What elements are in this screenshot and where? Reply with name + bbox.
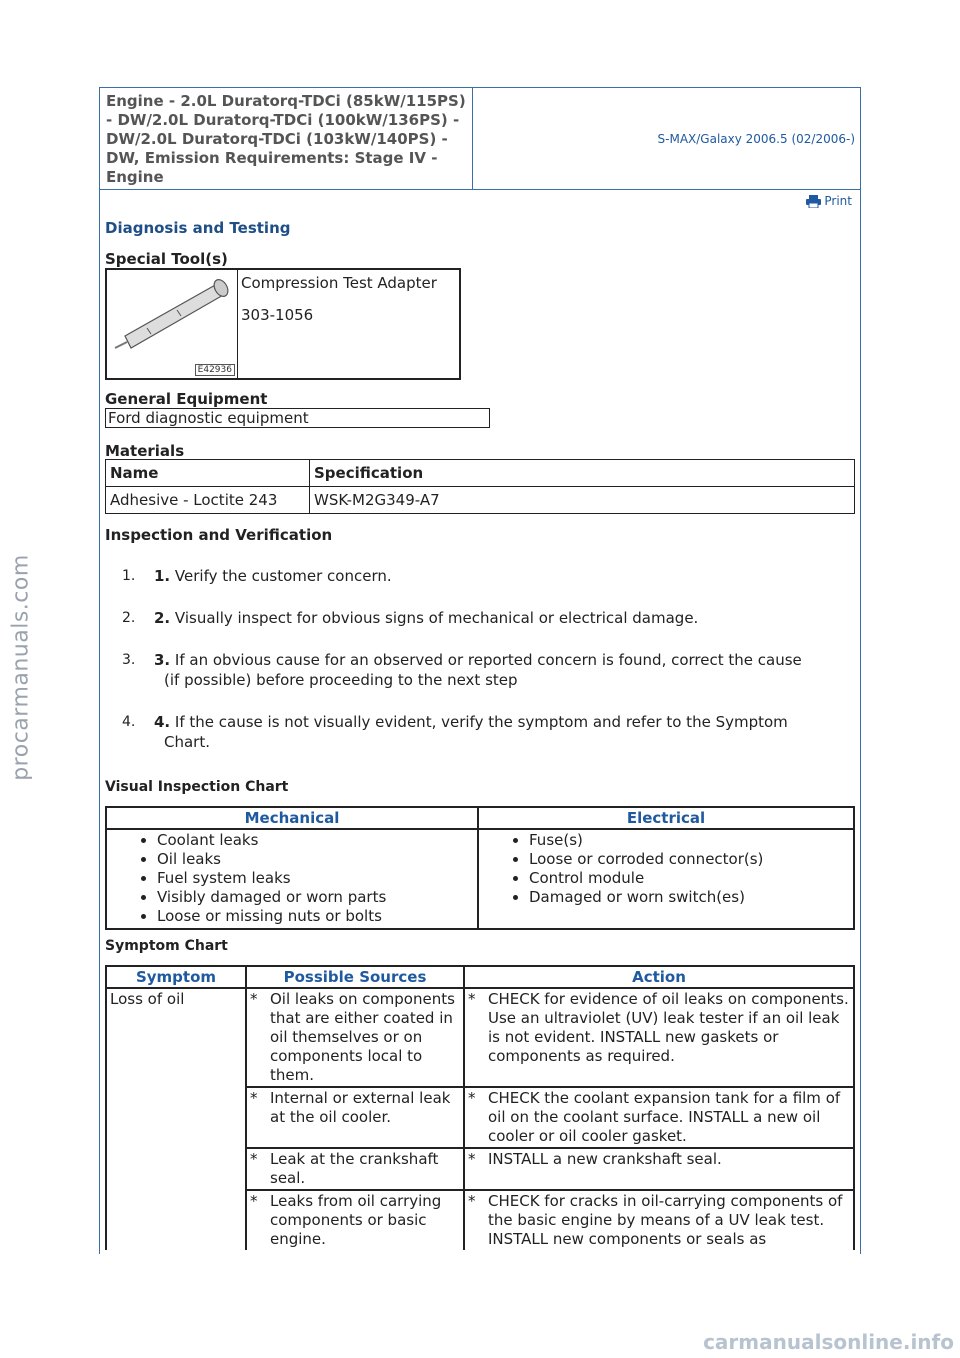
print-label: Print [824, 194, 852, 208]
equipment-item: Ford diagnostic equipment [105, 408, 490, 428]
manual-page [99, 87, 861, 1254]
mechanical-list: • Coolant leaks • Oil leaks • Fuel system leaks • Visibly damaged or worn parts • Loose or missing nuts or bolts [106, 829, 478, 929]
page-header [100, 88, 860, 190]
column-header: Symptom [106, 966, 246, 988]
tool-name: Compression Test Adapter [241, 274, 437, 292]
inspection-heading: Inspection and Verification [105, 526, 333, 544]
material-name: Adhesive - Loctite 243 [106, 487, 310, 514]
visual-inspection-table [105, 806, 855, 930]
table-row [106, 829, 854, 929]
action-cell: * INSTALL a new crankshaft seal. [464, 1148, 854, 1190]
action-cell: * CHECK for cracks in oil-carrying components of the basic engine by means of a UV leak test. INSTALL new components or seals as [464, 1190, 854, 1250]
column-header: Electrical [478, 807, 854, 829]
materials-heading: Materials [105, 442, 185, 460]
material-spec: WSK-M2G349-A7 [310, 487, 855, 514]
column-header: Specification [310, 460, 855, 487]
source-cell: * Internal or external leak at the oil cooler. [246, 1087, 464, 1148]
action-cell: * CHECK for evidence of oil leaks on components. Use an ultraviolet (UV) leak tester if an oil leak is not evident. INSTALL new gaskets or components as required. [464, 988, 854, 1087]
source-cell: * Leaks from oil carrying components or basic engine. [246, 1190, 464, 1250]
table-row [106, 487, 855, 514]
model-label: S-MAX/Galaxy 2006.5 (02/2006-) [657, 131, 855, 146]
bottom-watermark: carmanualsonline.info [703, 1330, 954, 1354]
table-row [106, 988, 854, 1087]
page-title: Diagnosis and Testing [105, 219, 291, 237]
source-cell: * Oil leaks on components that are either coated in oil themselves or on components local to them. [246, 988, 464, 1087]
symptom-chart-heading: Symptom Chart [105, 938, 228, 954]
action-cell: * CHECK the coolant expansion tank for a film of oil on the coolant surface. INSTALL a new oil cooler or oil cooler gasket. [464, 1087, 854, 1148]
engine-title: Engine - 2.0L Duratorq-TDCi (85kW/115PS) - DW/2.0L Duratorq-TDCi (100kW/136PS) - DW/2.0L Duratorq-TDCi (103kW/140PS) - DW, Emission Requirements: Stage IV - Engine [100, 88, 473, 189]
inspection-steps [122, 566, 857, 774]
materials-table [105, 459, 855, 514]
tool-image [107, 270, 238, 378]
list-item: 2. 2. Visually inspect for obvious signs of mechanical or electrical damage. [122, 609, 699, 627]
column-header: Mechanical [106, 807, 478, 829]
tool-description [238, 270, 440, 378]
list-item: 4. 4. If the cause is not visually evident, verify the symptom and refer to the Symptom Chart. [122, 713, 788, 751]
printer-icon [806, 195, 821, 208]
source-cell: * Leak at the crankshaft seal. [246, 1148, 464, 1190]
image-code: E42936 [195, 364, 235, 376]
electrical-list: • Fuse(s) • Loose or corroded connector(s) • Control module • Damaged or worn switch(es) [478, 829, 854, 929]
print-link[interactable] [806, 194, 852, 208]
symptom-cell: Loss of oil [106, 988, 246, 1250]
special-tool-box [105, 268, 461, 380]
column-header: Action [464, 966, 854, 988]
list-item: 1. 1. Verify the customer concern. [122, 567, 392, 585]
column-header: Possible Sources [246, 966, 464, 988]
list-item: 3. 3. If an obvious cause for an observed or reported concern is found, correct the cause (if possible) before proceeding to the next step [122, 651, 802, 689]
column-header: Name [106, 460, 310, 487]
tool-number: 303-1056 [241, 306, 314, 324]
special-tools-heading: Special Tool(s) [105, 250, 228, 268]
general-equipment-heading: General Equipment [105, 390, 268, 408]
symptom-table [105, 965, 855, 1250]
side-watermark: procarmanuals.com [8, 554, 34, 781]
visual-chart-heading: Visual Inspection Chart [105, 779, 289, 795]
compression-adapter-icon [107, 270, 235, 376]
